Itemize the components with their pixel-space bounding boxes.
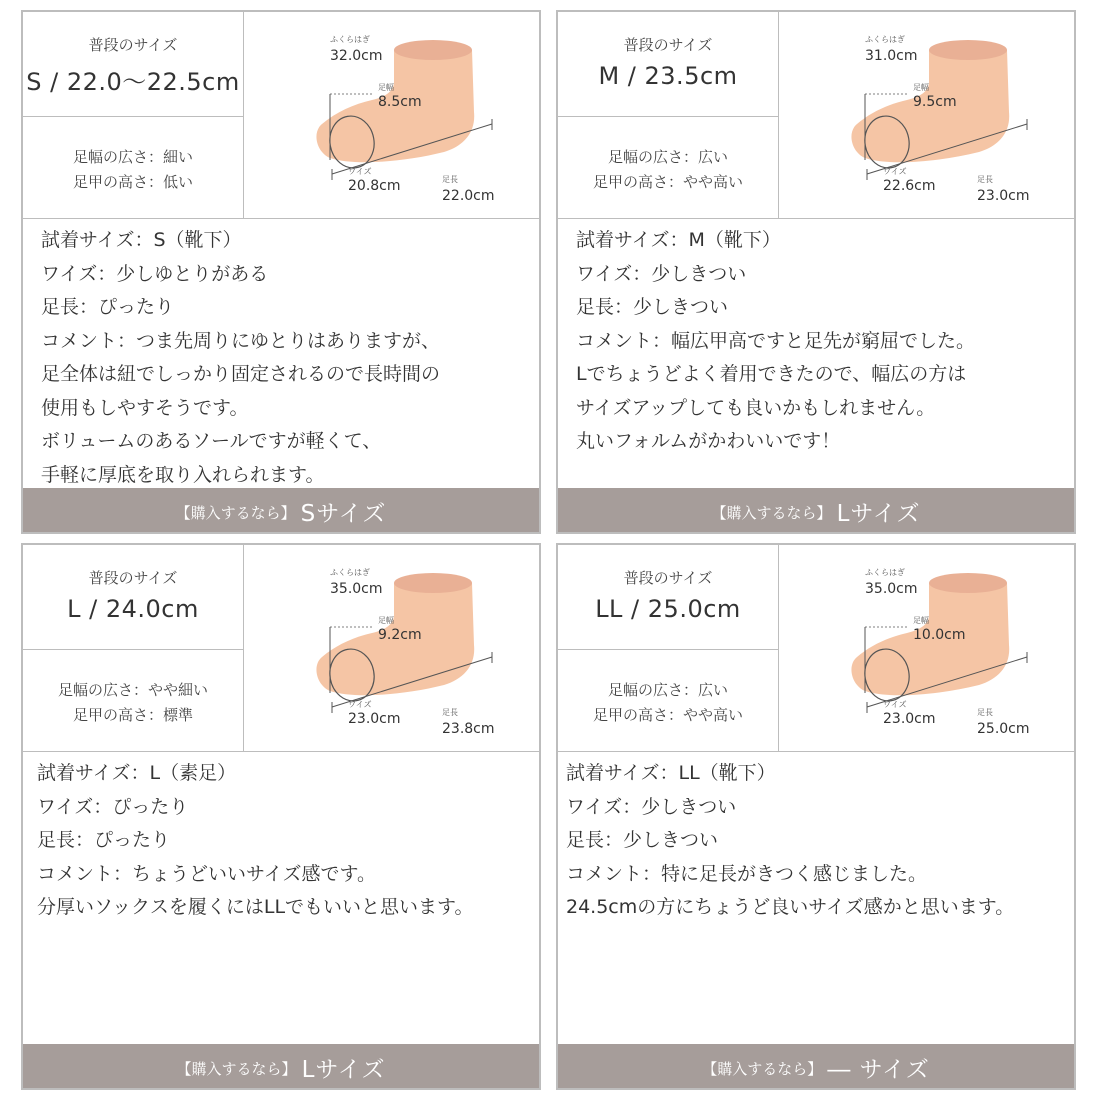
width-label: 足幅 <box>378 83 394 92</box>
wise-label: ワイズ <box>348 700 372 709</box>
comment-line: 試着サイズ：S（靴下） <box>41 229 242 251</box>
foot-shape-cell <box>23 116 244 218</box>
purchase-prefix: 【購入するなら】 <box>175 504 296 522</box>
comment-line: 分厚いソックスを履くにはLLでもいいと思います。 <box>37 896 474 918</box>
calf-value: 35.0cm <box>330 581 383 597</box>
width-value: 8.5cm <box>378 94 422 110</box>
foot-diagram <box>779 12 1074 218</box>
size-card-ll <box>556 543 1076 1090</box>
size-card-s <box>21 10 541 534</box>
usual-size-label: 普段のサイズ <box>88 569 178 587</box>
calf-value: 35.0cm <box>865 581 918 597</box>
ankle-top <box>394 573 472 593</box>
comment-line: 足長：少しきつい <box>576 296 729 318</box>
card-header <box>23 12 539 219</box>
wise-label: ワイズ <box>883 167 907 176</box>
comment-line: コメント：幅広甲高ですと足先が窮屈でした。 <box>576 329 976 352</box>
length-value: 23.0cm <box>977 188 1030 204</box>
purchase-size: Lサイズ <box>301 1057 386 1083</box>
usual-size-value: M / 23.5cm <box>598 62 738 90</box>
review-comment <box>566 757 1066 925</box>
wise-value: 23.0cm <box>348 711 401 727</box>
width-label: 足幅 <box>378 616 394 625</box>
calf-label: ふくらはぎ <box>330 35 370 44</box>
length-value: 22.0cm <box>442 188 495 204</box>
comment-line: ボリュームのあるソールですが軽くて、 <box>41 430 382 452</box>
foot-width-text: 足幅の広さ：細い <box>72 148 193 166</box>
foot-illustration <box>244 545 539 751</box>
card-header <box>558 12 1074 219</box>
comment-line: Lでちょうどよく着用できたので、幅広の方は <box>576 363 967 385</box>
size-card-m <box>556 10 1076 534</box>
length-value: 23.8cm <box>442 721 495 737</box>
purchase-recommendation-bar <box>558 488 1074 532</box>
comment-line: 足長：ぴったり <box>41 296 175 318</box>
length-value: 25.0cm <box>977 721 1030 737</box>
comment-line: 足長：少しきつい <box>566 829 719 851</box>
width-label: 足幅 <box>913 83 929 92</box>
usual-size-label: 普段のサイズ <box>88 36 178 54</box>
comment-line: 試着サイズ：M（靴下） <box>576 229 781 251</box>
comment-line: ワイズ：少しきつい <box>576 262 747 285</box>
calf-label: ふくらはぎ <box>865 35 905 44</box>
length-label: 足長 <box>977 708 993 717</box>
wise-value: 23.0cm <box>883 711 936 727</box>
foot-illustration <box>779 545 1074 751</box>
wise-label: ワイズ <box>883 700 907 709</box>
foot-illustration <box>244 12 539 218</box>
comment-line: ワイズ：少しゆとりがある <box>41 262 269 285</box>
usual-size-cell <box>23 12 244 117</box>
purchase-size: Sサイズ <box>300 501 387 527</box>
calf-label: ふくらはぎ <box>330 568 370 577</box>
card-header <box>558 545 1074 752</box>
foot-shape-cell <box>23 649 244 751</box>
length-label: 足長 <box>977 175 993 184</box>
calf-value: 31.0cm <box>865 48 918 64</box>
comment-line: ワイズ：ぴったり <box>37 795 189 818</box>
foot-shape-cell <box>558 649 779 751</box>
size-card-l <box>21 543 541 1090</box>
comment-line: 使用もしやすそうです。 <box>41 396 249 419</box>
width-value: 9.5cm <box>913 94 957 110</box>
comment-line: 足全体は紐でしっかり固定されるので長時間の <box>41 363 441 385</box>
review-comment <box>41 224 541 492</box>
purchase-prefix: 【購入するなら】 <box>711 504 832 522</box>
comment-line: 試着サイズ：LL（靴下） <box>566 762 776 784</box>
foot-shape-cell <box>558 116 779 218</box>
width-value: 9.2cm <box>378 627 422 643</box>
comment-line: コメント：特に足長がきつく感じました。 <box>566 862 928 885</box>
instep-height-text: 足甲の高さ：標準 <box>72 706 193 724</box>
purchase-recommendation-bar <box>558 1044 1074 1088</box>
comment-line: サイズアップしても良いかもしれません。 <box>576 396 936 419</box>
purchase-size: Lサイズ <box>836 501 921 527</box>
comment-line: コメント：つま先周りにゆとりはありますが、 <box>41 329 441 352</box>
comment-line: コメント：ちょうどいいサイズ感です。 <box>37 862 376 885</box>
foot-width-text: 足幅の広さ：やや細い <box>57 681 208 699</box>
comment-line: 試着サイズ：L（素足） <box>37 762 237 784</box>
length-label: 足長 <box>442 175 458 184</box>
usual-size-value: LL / 25.0cm <box>595 595 741 623</box>
purchase-size: ― サイズ <box>827 1057 930 1083</box>
purchase-prefix: 【購入するなら】 <box>702 1060 823 1078</box>
wise-label: ワイズ <box>348 167 372 176</box>
ankle-top <box>929 573 1007 593</box>
foot-diagram <box>244 12 539 218</box>
comment-line: 手軽に厚底を取り入れられます。 <box>41 463 325 486</box>
calf-value: 32.0cm <box>330 48 383 64</box>
purchase-recommendation-bar <box>23 488 539 532</box>
foot-diagram <box>779 545 1074 751</box>
wise-value: 20.8cm <box>348 178 401 194</box>
instep-height-text: 足甲の高さ：やや高い <box>592 173 743 191</box>
ankle-top <box>929 40 1007 60</box>
instep-height-text: 足甲の高さ：やや高い <box>592 706 743 724</box>
foot-width-text: 足幅の広さ：広い <box>607 681 728 699</box>
usual-size-value: S / 22.0〜22.5cm <box>26 68 240 96</box>
comment-line: 24.5cmの方にちょうど良いサイズ感かと思います。 <box>566 896 1015 918</box>
comment-line: 丸いフォルムがかわいいです！ <box>576 430 841 452</box>
width-label: 足幅 <box>913 616 929 625</box>
usual-size-label: 普段のサイズ <box>623 36 713 54</box>
ankle-top <box>394 40 472 60</box>
card-header <box>23 545 539 752</box>
purchase-prefix: 【購入するなら】 <box>176 1060 297 1078</box>
usual-size-cell <box>558 545 779 650</box>
instep-height-text: 足甲の高さ：低い <box>72 173 193 191</box>
purchase-recommendation-bar <box>23 1044 539 1088</box>
usual-size-value: L / 24.0cm <box>67 595 199 623</box>
review-comment <box>576 224 1076 459</box>
width-value: 10.0cm <box>913 627 966 643</box>
usual-size-cell <box>558 12 779 117</box>
wise-value: 22.6cm <box>883 178 936 194</box>
usual-size-label: 普段のサイズ <box>623 569 713 587</box>
usual-size-cell <box>23 545 244 650</box>
comment-line: 足長：ぴったり <box>37 829 171 851</box>
foot-illustration <box>779 12 1074 218</box>
foot-width-text: 足幅の広さ：広い <box>607 148 728 166</box>
review-comment <box>37 757 537 925</box>
comment-line: ワイズ：少しきつい <box>566 795 737 818</box>
length-label: 足長 <box>442 708 458 717</box>
calf-label: ふくらはぎ <box>865 568 905 577</box>
foot-diagram <box>244 545 539 751</box>
